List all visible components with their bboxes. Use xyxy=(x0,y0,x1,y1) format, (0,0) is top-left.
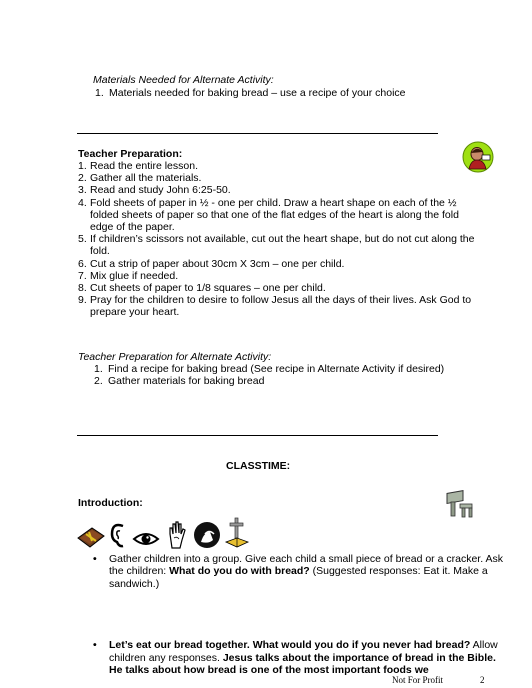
bible-icon xyxy=(76,520,106,550)
materials-alt-list xyxy=(95,87,435,99)
list-item: 1. Find a recipe for baking bread (See recipe in Alternate Activity if desired) xyxy=(94,363,445,375)
list-item: 7. Mix glue if needed. xyxy=(78,269,179,282)
list-item: 6. Cut a strip of paper about 30cm X 3cm – one per child. xyxy=(78,257,345,270)
materials-alt-heading: Materials Needed for Alternate Activity: xyxy=(93,74,274,86)
classtime-heading: CLASSTIME: xyxy=(226,460,291,472)
page-number: 2 xyxy=(480,675,485,685)
bullet-dot: • xyxy=(93,639,97,652)
list-item: 1. Read the entire lesson. xyxy=(78,160,198,172)
list-item: 5. If children’s scissors not available, cut out the heart shape, but do not cut along the fold. xyxy=(78,233,475,258)
list-item: 4. Fold sheets of paper in ½ - one per child. Draw a heart shape on each of the ½ folded sheets of paper so that one of the flat edges of the heart is along the fold edge of the paper. xyxy=(78,196,459,234)
cross-bible-icon xyxy=(224,516,250,550)
teacher-prep-list xyxy=(78,160,482,319)
list-item: 8. Cut sheets of paper to 1/8 squares – one per child. xyxy=(78,282,326,295)
teacher-prep-alt-heading: Teacher Preparation for Alternate Activity: xyxy=(78,351,272,363)
intro-bullet-2: • Let’s eat our bread together. What would you do if you never had bread? Allow children any responses. Jesus talks about the importance of bread in the Bible. He talks about how bread is one of the most important foods we xyxy=(93,639,498,677)
list-item: 2. Gather materials for baking bread xyxy=(94,375,265,388)
divider xyxy=(77,435,438,436)
footer-label: Not For Profit xyxy=(392,675,444,685)
divider xyxy=(77,133,438,134)
list-item: 2. Gather all the materials. xyxy=(78,172,202,185)
intro-icon-row xyxy=(76,516,250,550)
hand-icon xyxy=(166,520,188,550)
bullet-dot: • xyxy=(93,553,97,565)
teacher-prep-heading: Teacher Preparation: xyxy=(78,148,183,160)
classroom-desk-icon xyxy=(444,488,476,520)
teacher-prep-alt-list xyxy=(94,363,474,387)
list-item: 3. Read and study John 6:25-50. xyxy=(78,184,231,197)
praying-head-icon xyxy=(192,520,222,550)
ear-icon xyxy=(108,520,128,550)
list-item: 1. Materials needed for baking bread – use a recipe of your choice xyxy=(95,87,406,99)
introduction-heading: Introduction: xyxy=(78,497,143,509)
eye-icon xyxy=(132,528,160,550)
intro-bullet-1: • Gather children into a group. Give each child a small piece of bread or a cracker. Ask the children: What do you do with bread? (Suggested responses: Eat it. Make a sandwich.) xyxy=(93,553,503,590)
list-item: 9. Pray for the children to desire to follow Jesus all the days of their lives. Ask God to prepare your heart. xyxy=(78,294,472,319)
